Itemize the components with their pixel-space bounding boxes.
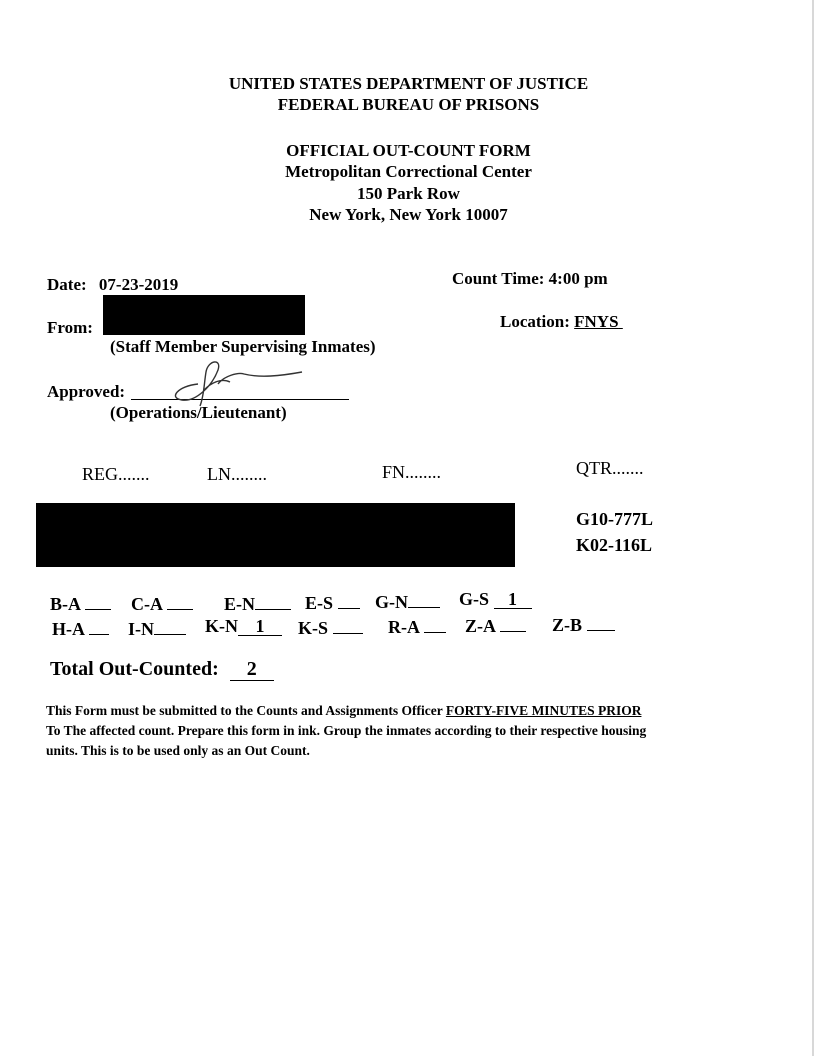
count-time-value: 4:00 pm [548, 269, 608, 288]
from-caption: (Staff Member Supervising Inmates) [110, 337, 376, 356]
col-fn: FN........ [382, 462, 442, 482]
date-label: Date: [47, 275, 87, 294]
col-qtr: QTR....... [576, 458, 644, 478]
unit-B-A-value [85, 592, 111, 610]
unit-K-N: K-N 1 [205, 616, 282, 637]
unit-G-N-value [408, 590, 440, 608]
bureau-title: FEDERAL BUREAU OF PRISONS [277, 95, 540, 114]
facility-name: Metropolitan Correctional Center [285, 162, 532, 181]
unit-H-A: H-A [52, 617, 109, 640]
col-reg: REG....... [82, 464, 150, 484]
unit-K-S-value [333, 616, 363, 634]
date-field [47, 275, 178, 295]
form-title: OFFICIAL OUT-COUNT FORM [286, 141, 531, 160]
facility-street: 150 Park Row [357, 184, 460, 203]
notice-line-1 [46, 703, 641, 719]
unit-G-N: G-N [375, 590, 440, 613]
unit-Z-B: Z-B [552, 613, 615, 636]
approved-caption: (Operations/Lieutenant) [110, 403, 287, 422]
notice-line-2: To The affected count. Prepare this form in ink. Group the inmates according to their respective housing [46, 723, 647, 738]
date-value: 07-23-2019 [98, 275, 179, 294]
notice-text: This Form must be submitted to the Counts and Assignments Officer [46, 703, 446, 718]
col-ln: LN........ [207, 464, 267, 484]
total-label: Total Out-Counted: [50, 658, 219, 680]
unit-G-S: G-S 1 [459, 589, 532, 610]
unit-C-A: C-A [131, 592, 193, 615]
location-label: Location: [500, 312, 570, 331]
unit-G-S-value: 1 [494, 591, 532, 609]
unit-H-A-value [89, 617, 109, 635]
unit-R-A-value [424, 615, 446, 633]
unit-Z-B-value [587, 613, 615, 631]
approved-label: Approved: [47, 382, 126, 401]
redacted-staff-name [103, 295, 305, 335]
unit-E-N: E-N [224, 592, 291, 615]
unit-E-N-value [255, 592, 291, 610]
notice-emphasis: FORTY-FIVE MINUTES PRIOR [445, 703, 642, 718]
from-label: From: [47, 318, 93, 337]
unit-Z-A: Z-A [465, 614, 526, 637]
location-field [500, 312, 623, 332]
unit-Z-A-value [500, 614, 526, 632]
count-time-field [452, 269, 608, 289]
unit-C-A-value [167, 592, 193, 610]
unit-E-S: E-S [305, 591, 360, 614]
total-field [50, 658, 274, 681]
unit-I-N-value [154, 617, 186, 635]
unit-I-N: I-N [128, 617, 186, 640]
count-time-label: Count Time: [452, 269, 545, 288]
quarter-1: G10-777L [576, 509, 654, 529]
agency-title: UNITED STATES DEPARTMENT OF JUSTICE [228, 74, 589, 93]
unit-K-S: K-S [298, 616, 363, 639]
redacted-inmate-list [36, 503, 515, 567]
unit-B-A: B-A [50, 592, 111, 615]
unit-E-S-value [338, 591, 360, 609]
unit-K-N-value: 1 [238, 618, 282, 636]
location-value: FNYS [574, 312, 619, 331]
facility-city: New York, New York 10007 [309, 205, 508, 224]
notice-line-3: units. This is to be used only as an Out Count. [46, 743, 310, 758]
unit-R-A: R-A [388, 615, 446, 638]
total-value: 2 [230, 659, 274, 681]
quarter-2: K02-116L [576, 535, 653, 555]
